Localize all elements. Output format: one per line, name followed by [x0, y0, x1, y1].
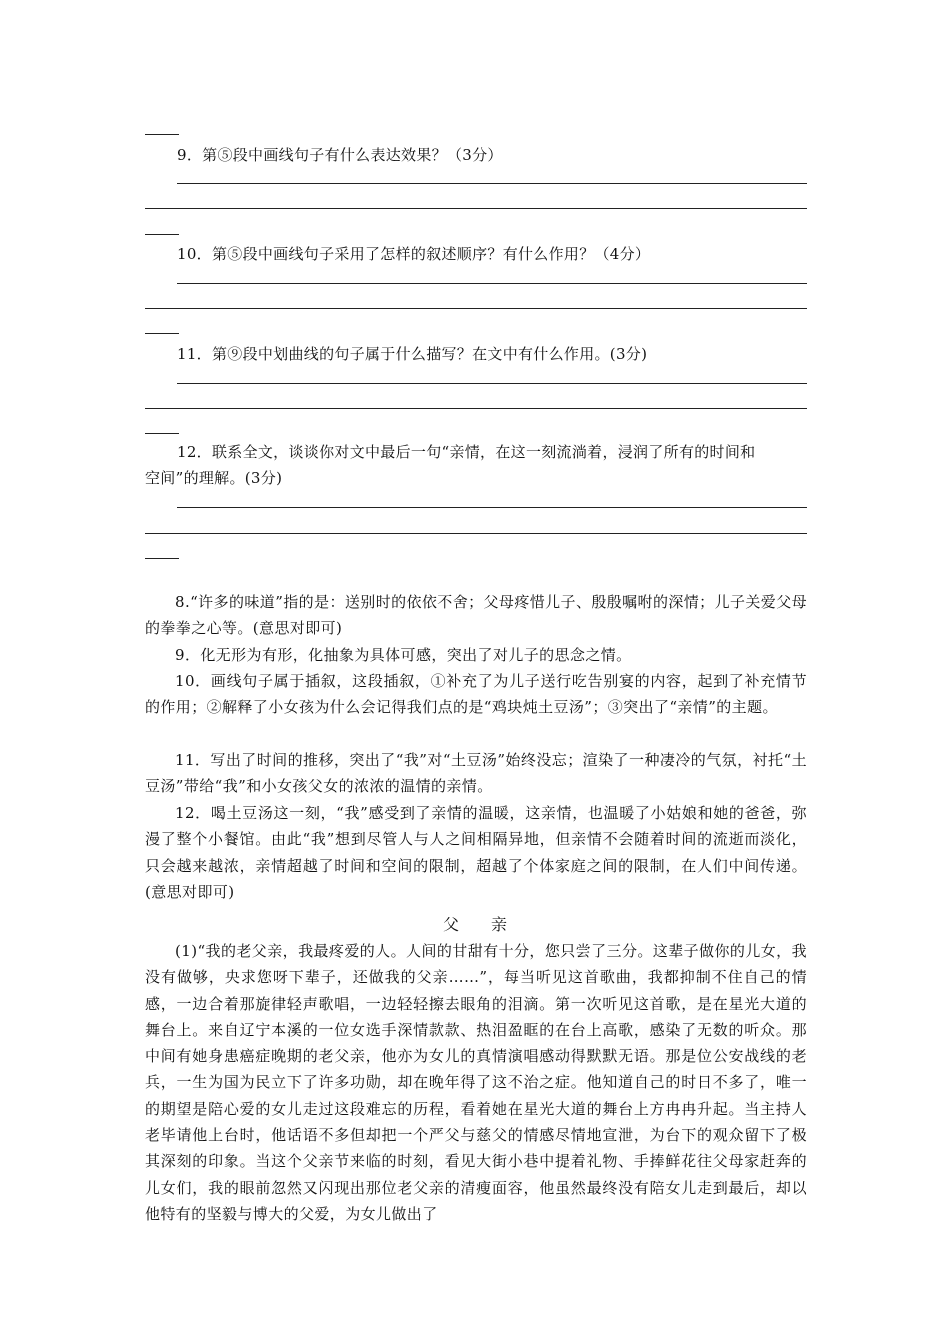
answer-line [145, 208, 807, 209]
answer-11: 11．写出了时间的推移，突出了“我”对“土豆汤”始终没忘；渲染了一种凄冷的气氛，衬托“土豆汤”带给“我”和小女孩父女的浓浓的温情的亲情。 [145, 751, 807, 796]
answer-8: 8.“许多的味道”指的是：送别时的依依不舍；父母疼惜儿子、殷殷嘱咐的深情；儿子关爱父母的拳拳之心等。(意思对即可) [145, 593, 807, 638]
answer-12: 12．喝土豆汤这一刻，“我”感受到了亲情的温暖，这亲情，也温暖了小姑娘和她的爸爸，弥漫了整个小餐馆。由此“我”想到尽管人与人之间相隔异地，但亲情不会随着时间的流逝而淡化，只会越来越浓，亲情超越了时间和空间的限制，超越了个体家庭之间的限制，在人们中间传递。(意思对即可) [145, 804, 807, 901]
answer-line [177, 283, 807, 284]
question-10: 10．第⑤段中画线句子采用了怎样的叙述顺序？有什么作用？（4分） [177, 245, 651, 263]
answer-line-end [145, 558, 179, 559]
answer-10: 10．画线句子属于插叙，这段插叙，①补充了为儿子送行吃告别宴的内容，起到了补充情节的作用；②解释了小女孩为什么会记得我们点的是“鸡块炖土豆汤”；③突出了“亲情”的主题。 [145, 672, 807, 717]
answer-line-end [145, 234, 179, 235]
question-11: 11．第⑨段中划曲线的句子属于什么描写？在文中有什么作用。(3分) [177, 345, 648, 363]
answer-line [177, 183, 807, 184]
question-9: 9．第⑤段中画线句子有什么表达效果？（3分） [177, 146, 503, 164]
answer-line [177, 507, 807, 508]
answer-9: 9．化无形为有形，化抽象为具体可感，突出了对儿子的思念之情。 [175, 646, 632, 664]
answer-line [177, 383, 807, 384]
answer-line [145, 533, 807, 534]
article-title: 父 亲 [442, 915, 507, 934]
question-12-line1: 12．联系全文，谈谈你对文中最后一句“亲情，在这一刻流淌着，浸润了所有的时间和 [177, 443, 756, 461]
answer-line [145, 308, 807, 309]
answer-line [145, 408, 807, 409]
answer-line-end [145, 333, 179, 334]
answer-line-end [145, 134, 179, 135]
article-paragraph-1: (1)“我的老父亲，我最疼爱的人。人间的甘甜有十分，您只尝了三分。这辈子做你的儿女，我没有做够，央求您呀下辈子，还做我的父亲……”，每当听见这首歌曲，我都抑制不住自己的情感，一边合着那旋律轻声歌唱，一边轻轻擦去眼角的泪滴。第一次听见这首歌，是在星光大道的舞台上。来自辽宁本溪的一位女选手深情款款、热泪盈眶的在台上高歌，感染了无数的听众。那中间有她身患癌症晚期的老父亲，他亦为女儿的真情演唱感动得默默无语。那是位公安战线的老兵，一生为国为民立下了许多功勋，却在晚年得了这不治之症。他知道自己的时日不多了，唯一的期望是陪心爱的女儿走过这段难忘的历程，看着她在星光大道的舞台上方冉冉升起。当主持人老毕请他上台时，他话语不多但却把一个严父与慈父的情感尽情地宣泄，为台下的观众留下了极其深刻的印象。当这个父亲节来临的时刻，看见大街小巷中提着礼物、手捧鲜花往父母家赶奔的儿女们，我的眼前忽然又闪现出那位老父亲的清瘦面容，他虽然最终没有陪女儿走到最后，却以他特有的坚毅与博大的父爱，为女儿做出了 [145, 942, 807, 1223]
question-12-line2: 空间”的理解。(3分) [145, 469, 283, 487]
answer-line-end [145, 433, 179, 434]
